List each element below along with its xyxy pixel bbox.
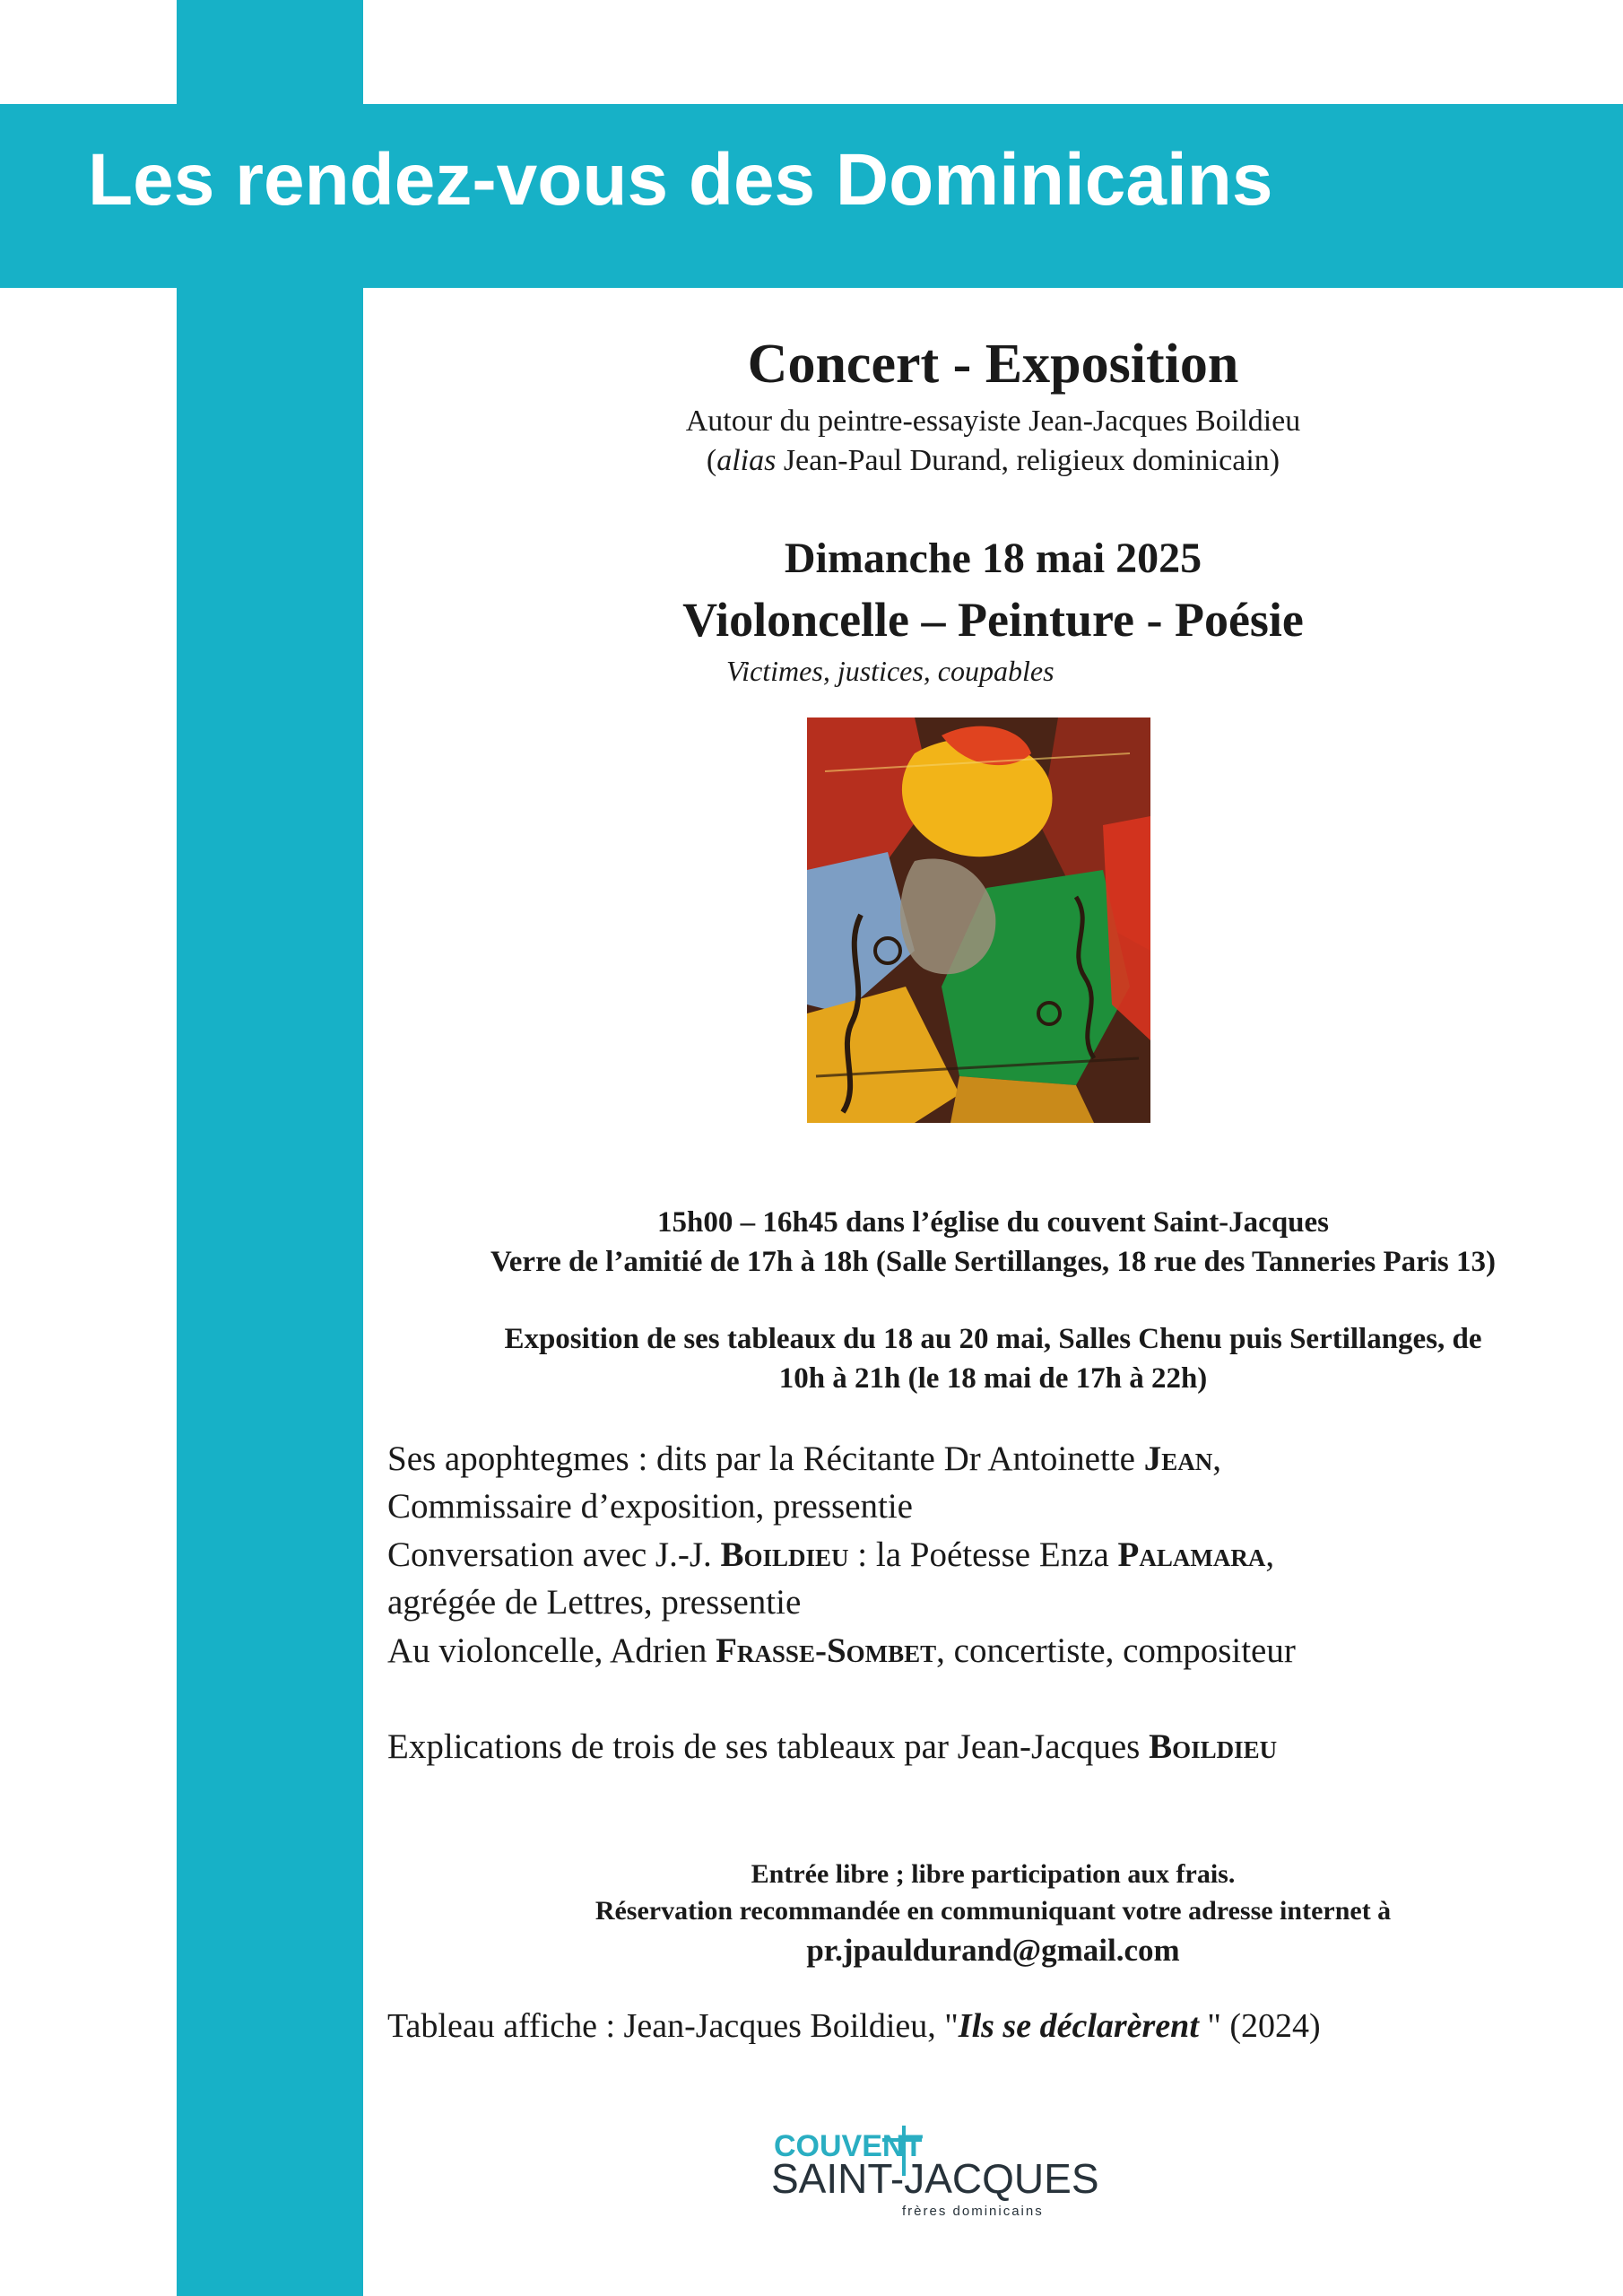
subtitle	[363, 402, 1623, 481]
participant-reciter-text: Ses apophtegmes : dits par la Récitante Dr Antoinette	[387, 1439, 1144, 1478]
schedule-line-2: Verre de l’amitié de 17h à 18h (Salle Sertillanges, 18 rue des Tanneries Paris 13)	[490, 1245, 1497, 1278]
participant-reciter-end: ,	[1212, 1439, 1221, 1478]
cellist-text: Au violoncelle, Adrien	[387, 1631, 716, 1670]
explanations-line	[387, 1726, 1277, 1767]
subtitle-alias: alias	[716, 444, 777, 478]
participant-reciter-name: Jean	[1143, 1439, 1213, 1478]
exhibition-line-2: 10h à 21h (le 18 mai de 17h à 22h)	[778, 1361, 1208, 1395]
event-theme: Violoncelle – Peinture - Poésie	[682, 593, 1304, 647]
schedule-line-1: 15h00 – 16h45 dans l’église du couvent Saint-Jacques	[656, 1206, 1330, 1239]
conversation-end: ,	[1265, 1535, 1275, 1574]
entry-line-1: Entrée libre ; libre participation aux frais.	[751, 1859, 1236, 1889]
conversation-name-1: Boildieu	[720, 1535, 849, 1574]
explanations-name: Boildieu	[1149, 1727, 1278, 1766]
exhibition-line-1: Exposition de ses tableaux du 18 au 20 mai, Salles Chenu puis Sertillanges, de	[504, 1323, 1482, 1355]
exhibition-info	[363, 1320, 1623, 1399]
logo-main-text: SAINT-JACQUES	[771, 2155, 1099, 2202]
event-date: Dimanche 18 mai 2025	[784, 535, 1202, 582]
explanations-text: Explications de trois de ses tableaux par Jean-Jacques	[387, 1727, 1150, 1766]
contact-email[interactable]: pr.jpauldurand@gmail.com	[806, 1933, 1180, 1968]
subtitle-line-2	[363, 441, 1623, 481]
vertical-accent-stripe	[177, 0, 363, 2296]
conversation-text: Conversation avec J.-J.	[387, 1535, 721, 1574]
conversation-name-2: Palamara	[1117, 1535, 1266, 1574]
participant-reciter	[387, 1435, 1607, 1483]
logo-top-text: COUVENT	[774, 2129, 924, 2163]
entry-line-2: Réservation recommandée en communiquant votre adresse internet à	[595, 1895, 1392, 1926]
cellist-end: , concertiste, compositeur	[936, 1631, 1296, 1670]
cellist-name: Frasse-Sombet	[716, 1631, 937, 1670]
participant-cellist	[387, 1627, 1607, 1674]
page-title: Concert - Exposition	[747, 334, 1239, 395]
entry-info	[363, 1857, 1623, 1971]
poster-painting	[807, 718, 1150, 1123]
painting-image	[807, 718, 1150, 1123]
subtitle-line-2-rest: Jean-Paul Durand, religieux dominicain)	[776, 444, 1280, 478]
conversation-mid: : la Poétesse Enza	[848, 1535, 1118, 1574]
schedule-info	[363, 1204, 1623, 1283]
banner-title: Les rendez-vous des Dominicains	[88, 139, 1273, 221]
logo-sub-text: frères dominicains	[902, 2204, 1044, 2219]
participants-list	[387, 1435, 1607, 1674]
credit-work-title: Ils se déclarèrent	[958, 2007, 1199, 2045]
credit-suffix: " (2024)	[1198, 2007, 1321, 2045]
participant-poet-role: agrégée de Lettres, pressentie	[387, 1583, 802, 1622]
participant-reciter-role: Commissaire d’exposition, pressentie	[387, 1487, 913, 1526]
couvent-logo	[769, 2126, 1099, 2224]
event-tagline: Victimes, justices, coupables	[726, 655, 1055, 687]
subtitle-line-1: Autour du peintre-essayiste Jean-Jacques Boildieu	[685, 404, 1301, 438]
participant-conversation	[387, 1531, 1607, 1578]
subtitle-open-paren: (	[706, 444, 717, 478]
credit-prefix: Tableau affiche : Jean-Jacques Boildieu, "	[387, 2007, 959, 2045]
poster-credit	[387, 2006, 1321, 2046]
